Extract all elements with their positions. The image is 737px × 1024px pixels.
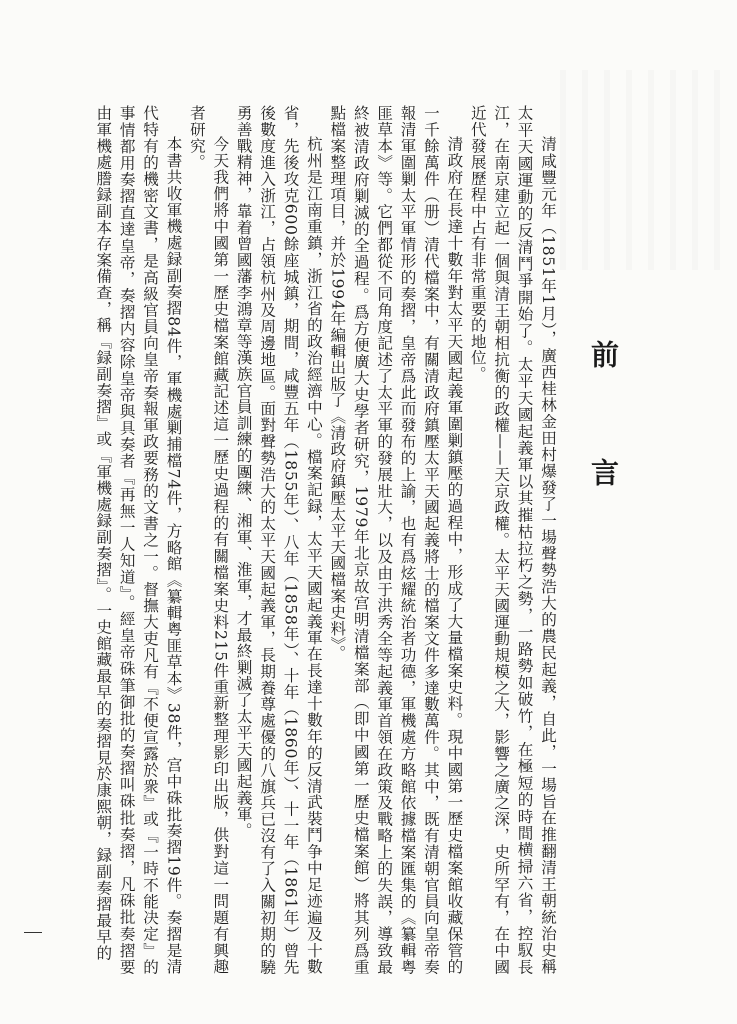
paragraph: 今天我們將中國第一歷史檔案館藏記述這一歷史過程的有關檔案史料215件重新整理影印出版，供對這一問題有興趣者研究。 [187,105,230,975]
page-title: 前 言 [587,340,620,526]
body-text [91,105,559,975]
page-edge-mark [24,932,42,933]
paragraph: 本書共收軍機處録副奏摺84件，軍機處剿捕檔74件，方略館《纂輯粤匪草本》38件，宫中硃批奏摺19件。奏摺是清代特有的機密文書，是高級官員向皇帝奏報軍政要務的文書之一。督撫大吏凡有『不便宣露於衆』或『一時不能决定』的事情都用奏摺直達皇帝，奏摺内容除皇帝與具奏者『再無一人知道』。經皇帝硃筆御批的奏摺叫硃批奏摺，凡硃批奏摺要由軍機處謄録副本存案備查，稱『録副奏摺』或『軍機處録副奏摺』。一史館藏最早的奏摺見於康熙朝，録副奏摺最早的 [94,105,183,975]
scan-bleed-through [560,70,720,270]
paragraph: 杭州是江南重鎮，浙江省的政治經濟中心。檔案記録，太平天國起義軍在長達十數年的反清武裝鬥争中足迹遍及十數省，先後攻克600餘座城鎮，期間，咸豐五年（1855年）、八年（1858年）、十年（1860年）、十一年（1861年）曾先後數度進入浙江，占領杭州及周邊地區。面對聲勢浩大的太平天國起義軍，長期養尊處優的八旗兵已沒有了入關初期的驍勇善戰精神，靠着曾國藩李鴻章等漢族官員訓練的團練、湘軍、淮軍，才最終剿滅了太平天國起義軍。 [234,105,323,975]
paragraph: 清政府在長達十數年對太平天國起義軍圍剿鎮壓的過程中，形成了大量檔案史料。現中國第一歷史檔案館收藏保管的一千餘萬件（册）清代檔案中，有關清政府鎮壓太平天國起義將士的檔案文件多達數萬件。其中，既有清朝官員向皇帝奏報清軍圍剿太平軍情形的奏摺，皇帝爲此而發布的上諭，也有爲炫耀統治者功德，軍機處方略館依據檔案匯集的《纂輯粤匪草本》等。它們都從不同角度記述了太平軍的發展壯大，以及由于洪秀全等起義軍首領在政策及戰略上的失誤，導致最終被清政府剿滅的全過程。爲方便廣大史學者研究，1979年北京故宫明清檔案部（即中國第一歷史檔案館）將其列爲重點檔案整理項目，并於1994年編輯出版了《清政府鎮壓太平天國檔案史料》。 [328,105,464,975]
paragraph: 清咸豐元年（1851年1月），廣西桂林金田村爆發了一場聲勢浩大的農民起義，自此，一場旨在推翻清王朝統治史稱太平天國運動的反清鬥爭開始了。太平天國起義軍以其摧枯拉朽之勢，一路勢如破竹，在極短的時間横掃六省，控馭長江，在南京建立起一個與清王朝相抗衡的政權——天京政權。太平天國運動規模之大，影響之廣之深，史所罕有，在中國近代發展歷程中占有非常重要的地位。 [468,105,557,975]
